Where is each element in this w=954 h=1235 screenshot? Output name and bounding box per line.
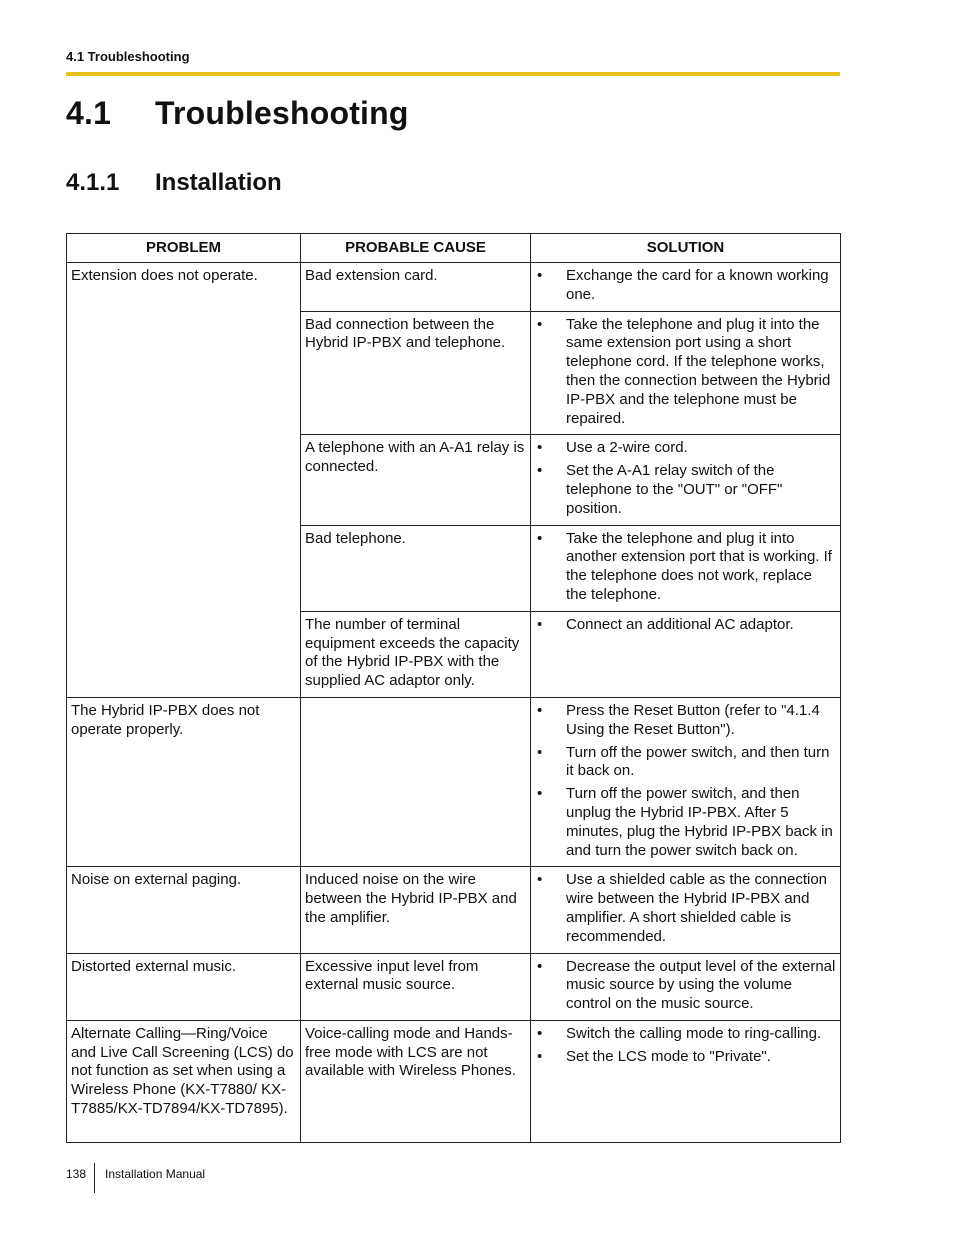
solution-item <box>535 744 836 782</box>
manual-name: Installation Manual <box>105 1167 206 1181</box>
table-header-row <box>67 234 841 263</box>
solution-list <box>535 267 836 305</box>
solution-text: Take the telephone and plug it into another extension port that is working. If the telephone does not work, replace the telephone. <box>566 529 832 603</box>
solution-item <box>535 871 836 946</box>
cause-cell: Induced noise on the wire between the Hybrid IP-PBX and the amplifier. <box>301 867 531 953</box>
solution-item <box>535 530 836 605</box>
solution-cell <box>531 953 841 1020</box>
solution-cell <box>531 525 841 611</box>
solution-cell <box>531 263 841 312</box>
solution-text: Exchange the card for a known working one. <box>566 267 829 303</box>
header-probable-cause: PROBABLE CAUSE <box>301 234 531 263</box>
cause-cell: Bad extension card. <box>301 263 531 312</box>
solution-text: Decrease the output level of the external music source by using the volume control on the music source. <box>566 957 836 1013</box>
solution-item <box>535 958 836 1014</box>
bullet-icon: • <box>537 529 543 547</box>
solution-list <box>535 439 836 518</box>
troubleshooting-table <box>66 233 841 1143</box>
solution-text: Turn off the power switch, and then unplug the Hybrid IP-PBX. After 5 minutes, plug the Hybrid IP-PBX back in and turn the power switch back on. <box>566 785 833 859</box>
solution-list <box>535 702 836 860</box>
cause-cell: Bad telephone. <box>301 525 531 611</box>
cause-cell: Voice-calling mode and Hands-free mode with LCS are not available with Wireless Phones. <box>301 1020 531 1142</box>
page-footer <box>66 1163 205 1193</box>
cause-cell <box>301 697 531 866</box>
solution-text: Take the telephone and plug it into the same extension port using a short telephone cord. If the telephone works, then the connection between the Hybrid IP-PBX and the telephone must be repaired. <box>566 315 831 427</box>
problem-cell: Alternate Calling—Ring/Voice and Live Call Screening (LCS) do not function as set when using a Wireless Phone (KX-T7880/ KX-T7885/KX-TD7894/KX-TD7895). <box>67 1020 301 1142</box>
solution-item <box>535 439 836 458</box>
solution-item <box>535 702 836 740</box>
page-number: 138 <box>66 1163 95 1193</box>
problem-cell: The Hybrid IP-PBX does not operate properly. <box>67 697 301 866</box>
solution-text: Set the LCS mode to "Private". <box>566 1047 771 1065</box>
solution-cell <box>531 611 841 697</box>
header-rule <box>66 72 840 76</box>
bullet-icon: • <box>537 615 543 633</box>
solution-cell <box>531 311 841 435</box>
solution-list <box>535 958 836 1014</box>
solution-text: Switch the calling mode to ring-calling. <box>566 1024 822 1042</box>
solution-list <box>535 871 836 946</box>
bullet-icon: • <box>537 1047 543 1065</box>
solution-item <box>535 462 836 518</box>
cause-cell: Excessive input level from external music source. <box>301 953 531 1020</box>
table-row <box>67 867 841 953</box>
bullet-icon: • <box>537 701 543 719</box>
solution-item <box>535 785 836 860</box>
section-number: 4.1 <box>66 95 112 131</box>
bullet-icon: • <box>537 267 543 284</box>
table-row <box>67 263 841 312</box>
solution-list <box>535 616 836 635</box>
solution-text: Use a 2-wire cord. <box>566 439 688 457</box>
solution-item <box>535 616 836 635</box>
solution-list <box>535 530 836 605</box>
solution-text: Turn off the power switch, and then turn it back on. <box>566 743 830 780</box>
bullet-icon: • <box>537 439 543 457</box>
solution-cell <box>531 697 841 866</box>
solution-item <box>535 1025 836 1044</box>
header-solution: SOLUTION <box>531 234 841 263</box>
cause-cell: A telephone with an A-A1 relay is connected. <box>301 435 531 525</box>
solution-text: Use a shielded cable as the connection wire between the Hybrid IP-PBX and amplifier. A short shielded cable is recommended. <box>566 871 828 945</box>
solution-text: Press the Reset Button (refer to "4.1.4 Using the Reset Button"). <box>566 701 820 738</box>
solution-cell <box>531 867 841 953</box>
solution-cell <box>531 1020 841 1142</box>
problem-cell: Distorted external music. <box>67 953 301 1020</box>
cause-cell: The number of terminal equipment exceeds the capacity of the Hybrid IP-PBX with the supplied AC adaptor only. <box>301 611 531 697</box>
subsection-number: 4.1.1 <box>66 169 120 196</box>
table-body <box>67 263 841 1143</box>
table-row <box>67 953 841 1020</box>
solution-text: Set the A-A1 relay switch of the telephone to the "OUT" or "OFF" position. <box>566 462 783 517</box>
section-heading <box>66 95 409 132</box>
solution-list <box>535 316 836 429</box>
cause-cell: Bad connection between the Hybrid IP-PBX and telephone. <box>301 311 531 435</box>
bullet-icon: • <box>537 1024 543 1042</box>
solution-item <box>535 316 836 429</box>
solution-text: Connect an additional AC adaptor. <box>566 615 794 633</box>
bullet-icon: • <box>537 743 543 761</box>
running-head: 4.1 Troubleshooting <box>66 49 190 64</box>
solution-cell <box>531 435 841 525</box>
bullet-icon: • <box>537 462 543 480</box>
subsection-heading <box>66 169 282 197</box>
header-problem: PROBLEM <box>67 234 301 263</box>
bullet-icon: • <box>537 871 543 889</box>
solution-item <box>535 267 836 305</box>
solution-item <box>535 1048 836 1067</box>
bullet-icon: • <box>537 785 543 803</box>
subsection-title: Installation <box>155 169 282 196</box>
solution-list <box>535 1025 836 1067</box>
bullet-icon: • <box>537 315 543 333</box>
problem-cell: Extension does not operate. <box>67 263 301 698</box>
section-title: Troubleshooting <box>155 95 409 131</box>
problem-cell: Noise on external paging. <box>67 867 301 953</box>
bullet-icon: • <box>537 957 543 975</box>
table-row <box>67 697 841 866</box>
table-row <box>67 1020 841 1142</box>
